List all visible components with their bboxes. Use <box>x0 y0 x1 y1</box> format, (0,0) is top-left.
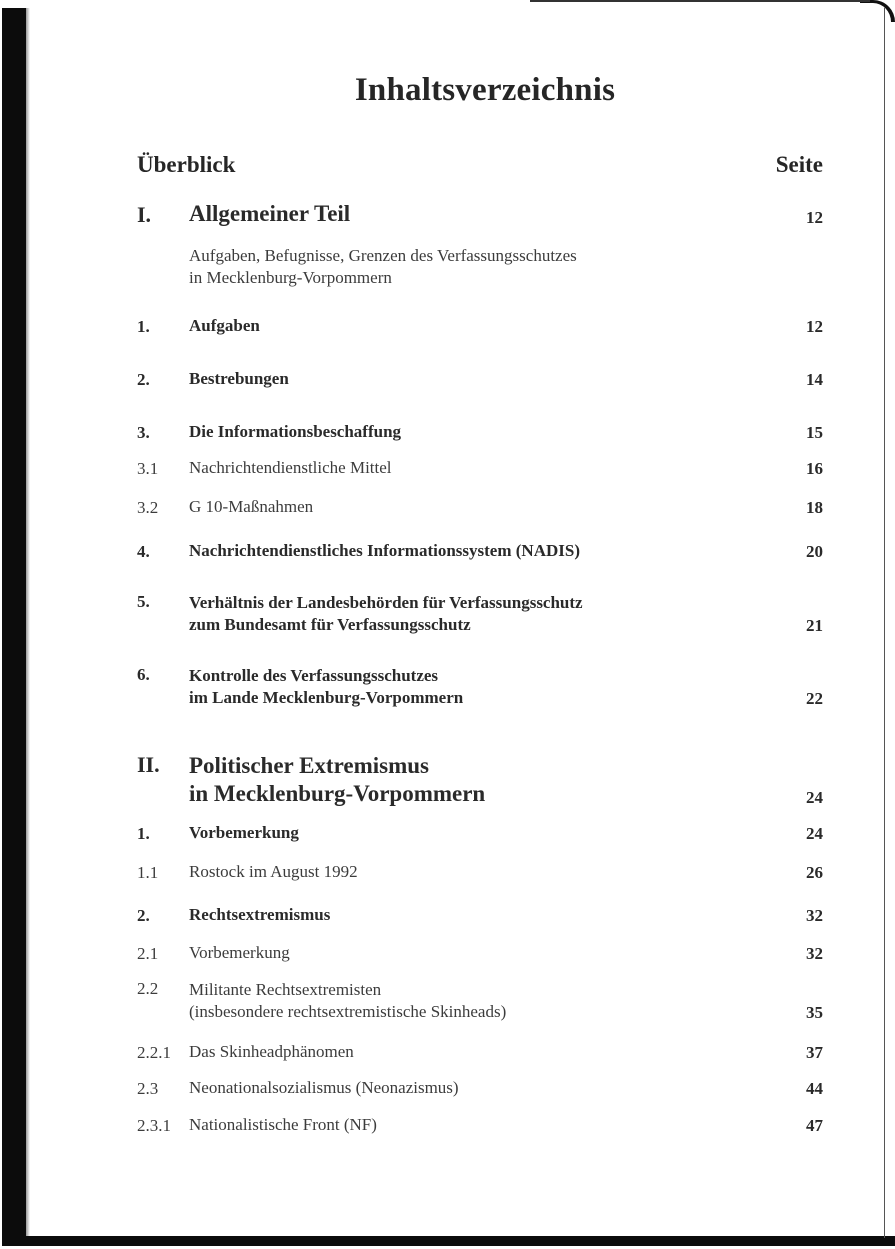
page-number: 14 <box>806 370 823 389</box>
toc-entry[interactable] <box>137 540 823 562</box>
toc-entry[interactable] <box>137 861 823 883</box>
entry-title: Das Skinheadphänomen <box>189 1042 354 1061</box>
entry-title: Kontrolle des Verfassungsschutzes im Lande Mecklenburg-Vorpommern <box>189 666 464 707</box>
chapter-1-description <box>189 245 577 289</box>
overview-heading: Überblick <box>137 152 236 177</box>
page-title: Inhaltsverzeichnis <box>354 72 616 108</box>
entry-number: 2. <box>137 370 150 389</box>
entry-title: Rechtsextremismus <box>189 905 331 924</box>
page-number: 24 <box>806 788 823 807</box>
entry-number: 2.3 <box>137 1079 159 1098</box>
page-number: 32 <box>806 944 823 963</box>
entry-number: 1. <box>137 824 150 843</box>
entry-title: Aufgaben <box>189 316 260 335</box>
entry-number: 2.2 <box>137 979 159 998</box>
entry-number: 2. <box>137 906 150 925</box>
entry-title: Verhältnis der Landesbehörden für Verfassungsschutz zum Bundesamt für Verfassungsschutz <box>189 593 583 634</box>
page-number: 16 <box>806 459 823 478</box>
toc-entry[interactable] <box>137 315 823 337</box>
entry-title: Nachrichtendienstliche Mittel <box>189 458 392 477</box>
entry-number: 1.1 <box>137 863 159 882</box>
page-number: 26 <box>806 863 823 882</box>
toc-entry[interactable] <box>137 665 823 709</box>
page-number: 15 <box>806 423 823 442</box>
toc-entry[interactable] <box>137 368 823 390</box>
entry-title: Neonationalsozialismus (Neonazismus) <box>189 1078 459 1097</box>
toc-entry[interactable] <box>137 1077 823 1099</box>
toc-entry[interactable] <box>137 496 823 518</box>
toc-entry[interactable] <box>137 822 823 844</box>
toc-entry[interactable] <box>137 457 823 479</box>
entry-number: 4. <box>137 542 150 561</box>
entry-title: G 10-Maßnahmen <box>189 497 314 516</box>
page-number: 35 <box>806 1003 823 1022</box>
page-number: 20 <box>806 542 823 561</box>
toc-entry[interactable] <box>137 421 823 443</box>
page-number: 44 <box>806 1079 823 1098</box>
entry-number: 2.2.1 <box>137 1043 171 1062</box>
toc-entry[interactable] <box>137 1041 823 1063</box>
entry-number: 3.2 <box>137 498 159 517</box>
toc-chapter-1[interactable] <box>137 200 823 228</box>
chapter-number: I. <box>137 202 152 227</box>
entry-title: Vorbemerkung <box>189 823 299 842</box>
page-number: 22 <box>806 689 823 708</box>
page-number: 32 <box>806 906 823 925</box>
toc-chapter-2[interactable] <box>137 752 823 808</box>
chapter-number: II. <box>137 752 160 777</box>
page-number: 24 <box>806 824 823 843</box>
toc-entry[interactable] <box>137 1114 823 1136</box>
entry-number: 2.1 <box>137 944 159 963</box>
page-number: 12 <box>806 208 823 227</box>
page-number: 47 <box>806 1116 823 1135</box>
description-line: in Mecklenburg-Vorpommern <box>189 268 392 287</box>
page-number: 18 <box>806 498 823 517</box>
page-number: 21 <box>806 616 823 635</box>
entry-title: Rostock im August 1992 <box>189 862 358 881</box>
page-column-heading: Seite <box>775 152 823 177</box>
chapter-title: Politischer Extremismus in Mecklenburg-Vorpommern <box>189 753 486 806</box>
toc-entry[interactable] <box>137 942 823 964</box>
entry-number: 6. <box>137 665 150 684</box>
toc-entry[interactable] <box>137 904 823 926</box>
entry-number: 3.1 <box>137 459 159 478</box>
entry-title: Bestrebungen <box>189 369 289 388</box>
page-number: 37 <box>806 1043 823 1062</box>
page-number: 12 <box>806 317 823 336</box>
chapter-title: Allgemeiner Teil <box>189 201 351 226</box>
toc-header <box>137 152 823 178</box>
entry-title: Nachrichtendienstliches Informationssystem (NADIS) <box>189 541 580 560</box>
toc-entry[interactable] <box>137 979 823 1023</box>
description-line: Aufgaben, Befugnisse, Grenzen des Verfassungsschutzes <box>189 246 577 265</box>
entry-number: 3. <box>137 423 150 442</box>
toc-entry[interactable] <box>137 592 823 636</box>
entry-title: Die Informationsbeschaffung <box>189 422 402 441</box>
entry-title: Nationalistische Front (NF) <box>189 1115 377 1134</box>
entry-number: 2.3.1 <box>137 1116 171 1135</box>
entry-number: 5. <box>137 592 150 611</box>
entry-title: Militante Rechtsextremisten (insbesondere rechtsextremistische Skinheads) <box>189 980 507 1021</box>
entry-number: 1. <box>137 317 150 336</box>
entry-title: Vorbemerkung <box>189 943 290 962</box>
